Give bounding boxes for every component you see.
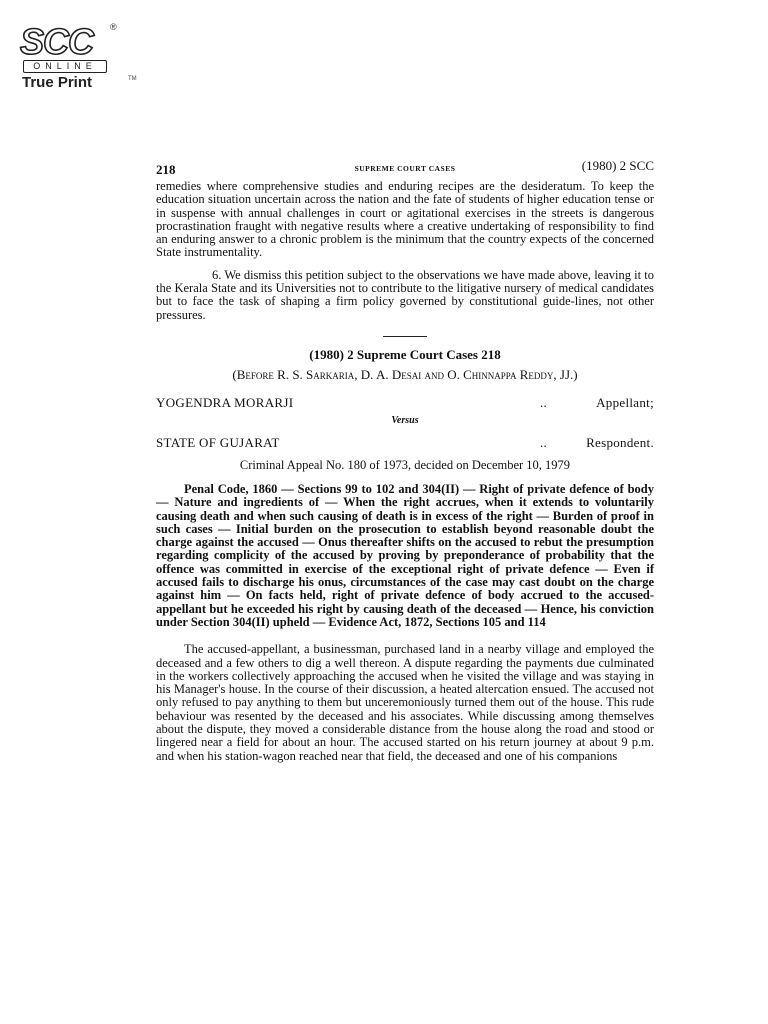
logo-subline: ONLINE — [23, 60, 107, 73]
respondent-line — [156, 435, 654, 452]
respondent-name: STATE OF GUJARAT — [156, 434, 280, 450]
appellant-dots: .. — [540, 394, 548, 410]
page-number: 218 — [156, 162, 176, 177]
paragraph-continuation: remedies where comprehensive studies and enduring recipes are the desideratum. To keep the education situation uncertain across the nation and the fate of students of higher education tense or in suspense with annual challenges in court or agitational exercises in the streets is dangerous procrastination fraught with negative results where a creative undertaking of responsibility to find an enduring answer to a chronic problem is the minimum that the country expects of the concerned State instrumentality. — [156, 179, 654, 260]
logo-registered-mark: ® — [110, 22, 117, 32]
bench-text: (Before R. S. Sarkaria, D. A. Desai and O. Chinnappa Reddy, JJ.) — [232, 366, 578, 382]
logo-trademark: TM — [128, 76, 137, 82]
appeal-info: Criminal Appeal No. 180 of 1973, decided on December 10, 1979 — [239, 457, 571, 472]
respondent-role: Respondent. — [586, 434, 654, 450]
section-divider — [383, 336, 427, 337]
reporter-title: SUPREME COURT CASES — [354, 164, 456, 173]
facts-paragraph: The accused-appellant, a businessman, purchased land in a nearby village and employed the deceased and a few others to dig a well thereon. A dispute regarding the payments due culminated in the workers collectively approaching the accused when he visited the village and was staying in his Manager's house. In the course of their discussion, a heated altercation ensued. The accused not only refused to pay anything to them but unceremoniously turned them out of the house. This rude behaviour was resented by the deceased and his associates. While discussing among themselves about the dispute, they moved a considerable distance from the house along the road and stood or lingered near a field for about an hour. The accused started on his return journey at about 9 p.m. and when his station-wagon reached near that field, the deceased and one of his companions — [156, 642, 654, 763]
logo-product: True Print — [22, 74, 93, 91]
document-page — [156, 158, 654, 763]
paragraph-6: 6. We dismiss this petition subject to the observations we have made above, leaving it to the Kerala State and its Universities not to contribute to the litigative nursery of medical candidates but to face the task of shaping a firm policy governed by constitutional guide-lines, not other pressures. — [156, 267, 654, 322]
appellant-name: YOGENDRA MORARJI — [156, 394, 294, 410]
logo-brand: SCC — [20, 21, 94, 62]
respondent-dots: .. — [540, 434, 548, 450]
versus-label: Versus — [391, 414, 419, 426]
running-header — [156, 158, 654, 180]
scc-online-logo — [20, 20, 137, 92]
appellant-role: Appellant; — [596, 394, 654, 410]
headnote: Penal Code, 1860 — Sections 99 to 102 and 304(II) — Right of private defence of body — Nature and ingredients of — When the right accrues, when it extends to voluntarily causing death and when such causing of death is in excess of the right — Burden of proof in such cases — Initial burden on the prosecution to establish beyond reasonable doubt the charge against the accused — Onus thereafter shifts on the accused to rebut the presumption regarding complicity of the accused by proving by preponderance of probability that the offence was committed in exercise of the exceptional right of private defence — Even if accused fails to discharge his onus, circumstances of the case may cast doubt on the charge against him — On facts held, right of private defence of body accrued to the accused-appellant but he exceeded his right by causing death of the deceased — Hence, his conviction under Section 304(II) upheld — Evidence Act, 1872, Sections 105 and 114 — [156, 481, 654, 629]
case-citation-heading: (1980) 2 Supreme Court Cases 218 — [309, 346, 501, 362]
appellant-line — [156, 395, 654, 412]
header-citation: (1980) 2 SCC — [581, 158, 654, 173]
bench-line — [156, 367, 654, 383]
